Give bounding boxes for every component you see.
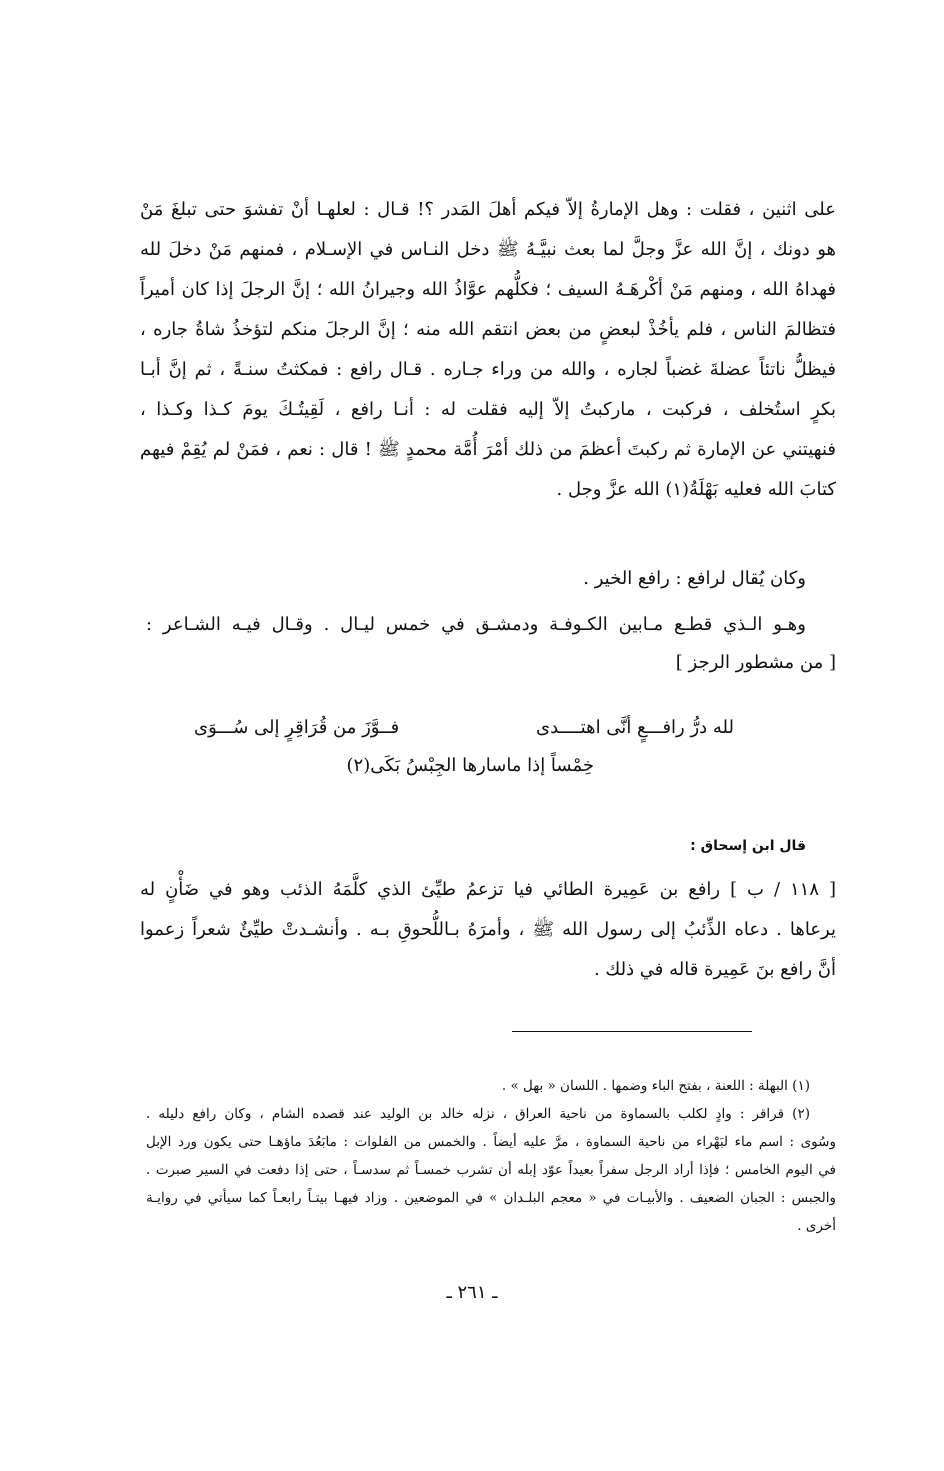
text-line: فنهيتني عن الإمارة ثم ركبتَ أعظمَ من ذلك أمْرَ أُمَّة محمدٍ ﷺ ! قال : نعم ، فمَنْ لم يُقِمْ فيهم [140, 439, 836, 460]
footnote-1: (١) البهلة : اللعنة ، بفتح الباء وضمها . اللسان « بهل » . [501, 1078, 810, 1094]
text-line: فتظالمَ الناس ، فلم يأخُذْ لبعضٍ من بعض انتقم الله منه ؛ إنَّ الرجلَ منكم لتؤخذُ شاةُ جاره ، [140, 319, 836, 340]
page-number: ـ ٢٦١ ـ [446, 1282, 498, 1303]
verse-hemistich-left: فــوَّزَ من قُرَاقِرٍ إلى سُـــوَى [194, 717, 400, 738]
footnote-2-line: والجبس : الجبان الضعيف . والأبيـات في « معجم البلـدان » في الموضعين . وزاد فيهـا بيتـاً رابعـاً كما سيأتي في روايـة [146, 1190, 836, 1206]
footnote-2-line: (٢) قراقر : وادٍ لكلب بالسماوة من ناحية العراق ، نزله خالد بن الوليد عند قصده الشام ، وكان رافع دليله . [146, 1106, 810, 1122]
verse-line-1 [194, 712, 734, 744]
text-line: كتابَ الله فعليه بَهْلَةُ(١) الله عزَّ وجل . [556, 479, 836, 500]
text-line: فهداهُ الله ، ومنهم مَنْ أكْرهَـهُ السيف ؛ فكلُّهم عوَّاذُ الله وجيرانُ الله ؛ إنَّ الرجلَ إذا كان أميراً [140, 279, 836, 300]
text-line: يرعاها . دعاه الذِّئبُ إلى رسول الله ﷺ ، وأمرَهُ بـاللُّحوقِ بـه . وأنشـدتْ طيِّئٌ شعراً زعموا [140, 919, 836, 940]
text-line: أنَّ رافع بنَ عَمِيرة قاله في ذلك . [593, 959, 836, 980]
text-line: وكان يُقال لرافع : رافع الخير . [583, 568, 806, 589]
text-line: فيظلُّ ناتئاً عضلةَ غضباً لجاره ، والله من وراء جـاره . قـال رافع : فمكثتُ سنـةً ، ثم إنَّ أبـا [140, 359, 836, 380]
verse-hemistich: خِمْساً إذا ماسارها الجِبْسُ بَكَى(٢) [346, 755, 594, 776]
paragraph-rafi-ibn-amira [140, 870, 836, 990]
paragraph-rafi-al-khayr [126, 560, 806, 598]
footnote-2-line: أخرى . [797, 1218, 836, 1234]
text-line: بكرٍ استُخلف ، فركبت ، ماركبتُ إلاّ إليه فقلت له : أنـا رافع ، لَقِيتُـكَ يومَ كـذا وكـذا ، [140, 399, 836, 420]
text-line: [ ١١٨ / ب ] رافع بن عَمِيرة الطائي فيا تزعمُ طيِّئ الذي كلَّمَهُ الذئب وهو في ضَأْنٍ له [140, 879, 836, 900]
footnote-divider [512, 1031, 752, 1032]
meter-label: [ من مشطور الرجز ] [675, 652, 836, 673]
paragraph-poet-intro [146, 606, 836, 682]
text-line: هو دونك ، إنَّ الله عزَّ وجلَّ لما بعث نبيَّـهُ ﷺ دخل النـاس في الإسـلام ، فمنهم مَنْ دخلَ لله [140, 239, 836, 260]
footnotes [146, 1072, 836, 1240]
verse-line-2 [346, 750, 594, 782]
text-line: وهـو الـذي قطـع مـابين الكـوفـة ودمشـق في خمس ليـال . وقـال فيـه الشـاعر : [146, 614, 806, 635]
verse-hemistich-right: لله درُّ رافـــعٍ أنَّى اهتــــدى [536, 717, 734, 738]
footnote-2-line: وسُوى : اسم ماء لبَهْراء من ناحية السماوة ، مرَّ عليه أيضاً . والخمس من الفلوات : مابَعُدَ ماؤهـا حتى يكون ورد الإبل [146, 1134, 836, 1150]
text-line: على اثنين ، فقلت : وهل الإمارةُ إلاّ فيكم أهلَ المَدر ؟! قـال : لعلهـا أنْ تفشوَ حتى تبلغَ مَنْ [140, 199, 836, 220]
paragraph-rafi-dialogue [140, 190, 836, 510]
section-heading: قال ابن إسحاق : [690, 838, 806, 854]
footnote-2-line: في اليوم الخامس ؛ فإذا أراد الرجل سفراً بعيداً عوّد إبله أن تشرب خمسـاً ثم سدسـاً ، حتى إذا دفعت في السير صبرت . [146, 1162, 836, 1178]
